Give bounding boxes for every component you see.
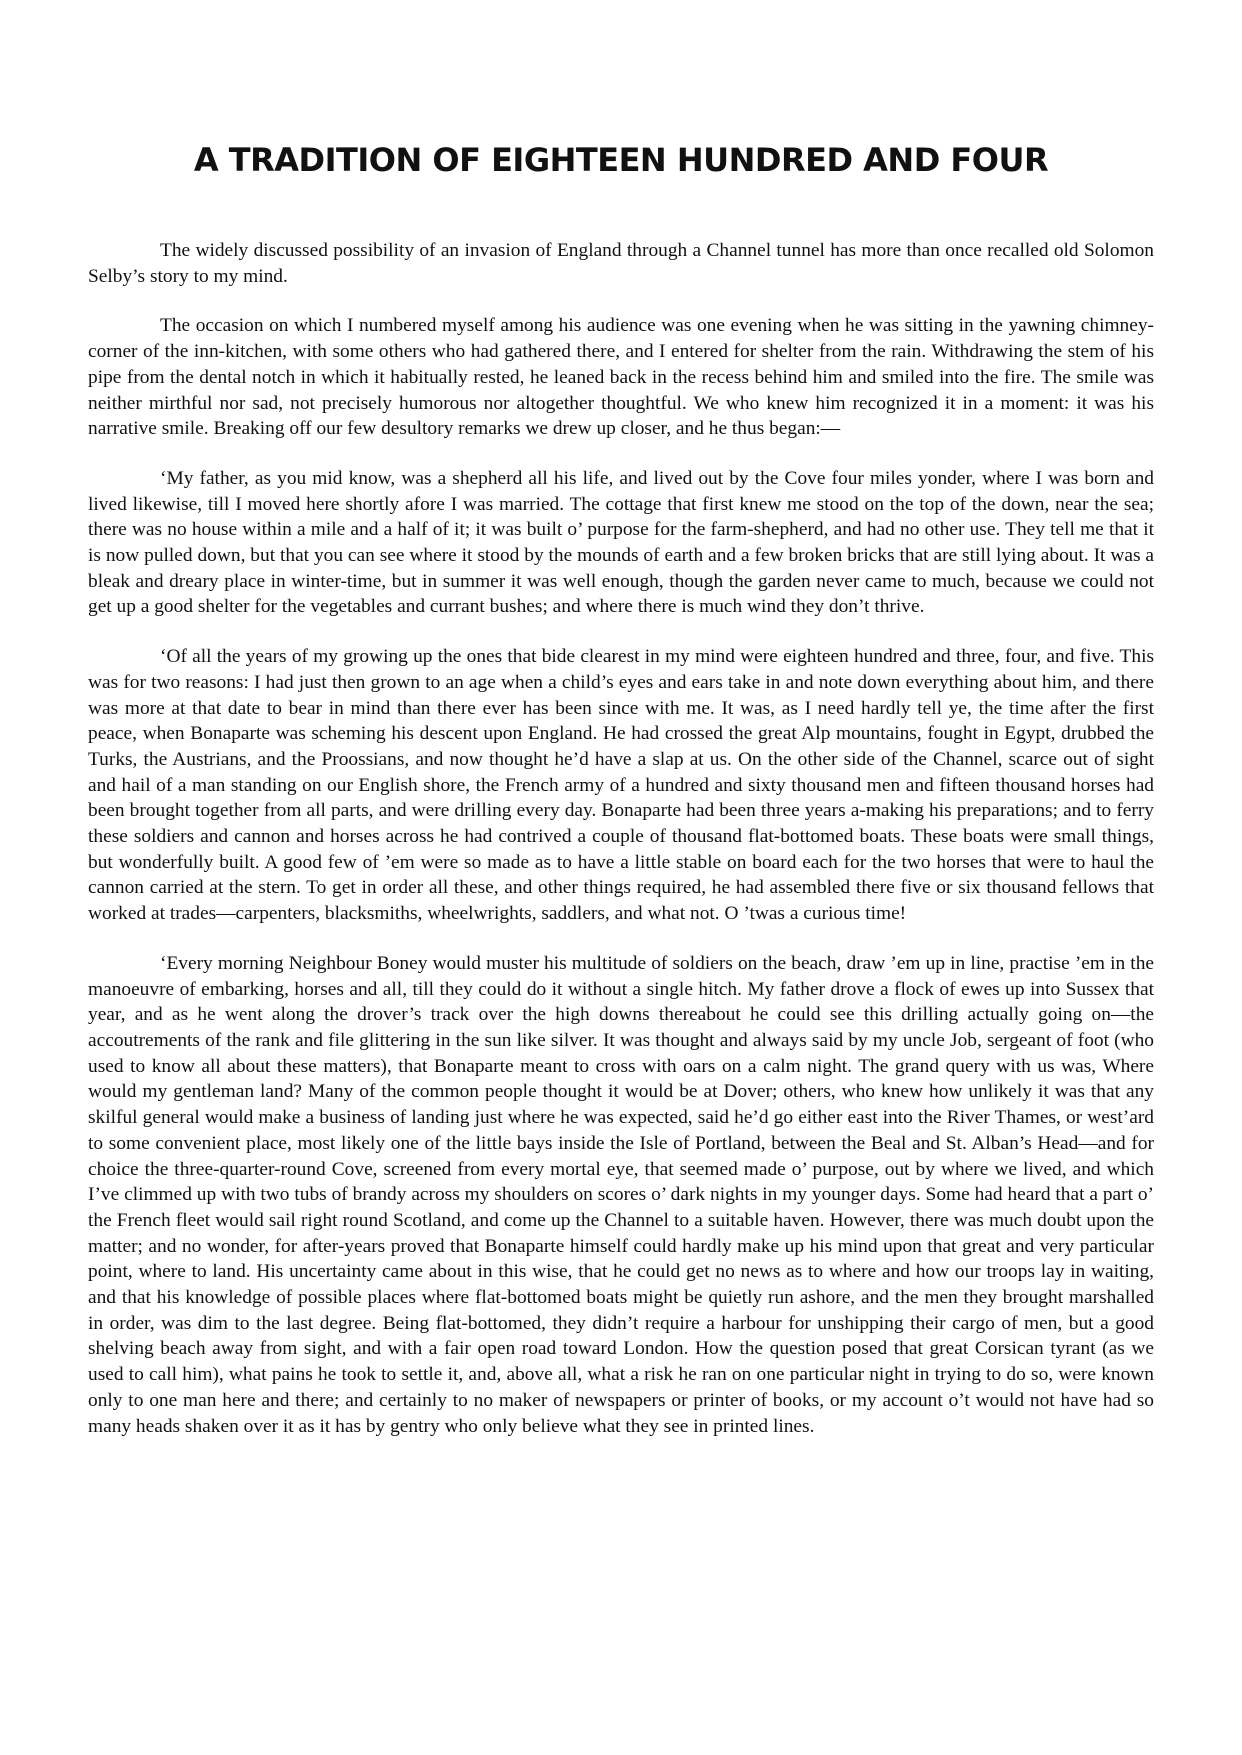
- paragraph-5: ‘Every morning Neighbour Boney would muster his multitude of soldiers on the beach, draw ’em up in line, practise ’em in the manoeuvre of embarking, horses and all, till they could do it without a single hitch. My father drove a flock of ewes up into Sussex that year, and as he went along the drover’s track over the high downs thereabout he could see this drilling actually going on—the accoutrements of the rank and file glittering in the sun like silver. It was thought and always said by my uncle Job, sergeant of foot (who used to know all about these matters), that Bonaparte meant to cross with oars on a calm night. The grand query with us was, Where would my gentleman land? Many of the common people thought it would be at Dover; others, who knew how unlikely it was that any skilful general would make a business of landing just where he was expected, said he’d go either east into the River Thames, or west’ard to some convenient place, most likely one of the little bays inside the Isle of Portland, between the Beal and St. Alban’s Head—and for choice the three-quarter-round Cove, screened from every mortal eye, that seemed made o’ purpose, out by where we lived, and which I’ve climmed up with two tubs of brandy across my shoulders on scores o’ dark nights in my younger days. Some had heard that a part o’ the French fleet would sail right round Scotland, and come up the Channel to a suitable haven. However, there was much doubt upon the matter; and no wonder, for after-years proved that Bonaparte himself could hardly make up his mind upon that great and very particular point, where to land. His uncertainty came about in this wise, that he could get no news as to where and how our troops lay in waiting, and that his knowledge of possible places where flat-bottomed boats might be quietly run ashore, and the men they brought marshalled in order, was dim to the last degree. Being flat-bottomed, they didn’t require a harbour for unshipping their cargo of men, but a good shelving beach away from sight, and with a fair open road toward London. How the question posed that great Corsican tyrant (as we used to call him), what pains he took to settle it, and, above all, what a risk he ran on one particular night in trying to do so, were known only to one man here and there; and certainly to no maker of newspapers or printer of books, or my account o’t would not have had so many heads shaken over it as it has by gentry who only believe what they see in printed lines.: [88, 952, 1154, 1437]
- document-body: [88, 238, 1154, 1439]
- paragraph-1: The widely discussed possibility of an invasion of England through a Channel tunnel has more than once recalled old Solomon Selby’s story to my mind.: [88, 240, 1154, 287]
- paragraph-4: ‘Of all the years of my growing up the ones that bide clearest in my mind were eighteen hundred and three, four, and five. This was for two reasons: I had just then grown to an age when a child’s eyes and ears take in and note down everything about him, and there was more at that date to bear in mind than there ever has been since with me. It was, as I need hardly tell ye, the time after the first peace, when Bonaparte was scheming his descent upon England. He had crossed the great Alp mountains, fought in Egypt, drubbed the Turks, the Austrians, and the Proossians, and now thought he’d have a slap at us. On the other side of the Channel, scarce out of sight and hail of a man standing on our English shore, the French army of a hundred and sixty thousand men and fifteen thousand horses had been brought together from all parts, and were drilling every day. Bonaparte had been three years a-making his preparations; and to ferry these soldiers and cannon and horses across he had contrived a couple of thousand flat-bottomed boats. These boats were small things, but wonderfully built. A good few of ’em were so made as to have a little stable on board each for the two horses that were to haul the cannon carried at the stern. To get in order all these, and other things required, he had assembled there five or six thousand fellows that worked at trades—carpenters, blacksmiths, wheelwrights, saddlers, and what not. O ’twas a curious time!: [88, 646, 1154, 925]
- paragraph-2: The occasion on which I numbered myself among his audience was one evening when he was sitting in the yawning chimney-corner of the inn-kitchen, with some others who had gathered there, and I entered for shelter from the rain. Withdrawing the stem of his pipe from the dental notch in which it habitually rested, he leaned back in the recess behind him and smiled into the fire. The smile was neither mirthful nor sad, not precisely humorous nor altogether thoughtful. We who knew him recognized it in a moment: it was his narrative smile. Breaking off our few desultory remarks we drew up closer, and he thus began:—: [88, 315, 1154, 440]
- page-title: A TRADITION OF EIGHTEEN HUNDRED AND FOUR: [193, 141, 1049, 179]
- paragraph-3: ‘My father, as you mid know, was a shepherd all his life, and lived out by the Cove four miles yonder, where I was born and lived likewise, till I moved here shortly afore I was married. The cottage that first knew me stood on the top of the down, near the sea; there was no house within a mile and a half of it; it was built o’ purpose for the farm-shepherd, and had no other use. They tell me that it is now pulled down, but that you can see where it stood by the mounds of earth and a few broken bricks that are still lying about. It was a bleak and dreary place in winter-time, but in summer it was well enough, though the garden never came to much, because we could not get up a good shelter for the vegetables and currant bushes; and where there is much wind they don’t thrive.: [88, 467, 1154, 618]
- document-page: [88, 0, 1154, 1463]
